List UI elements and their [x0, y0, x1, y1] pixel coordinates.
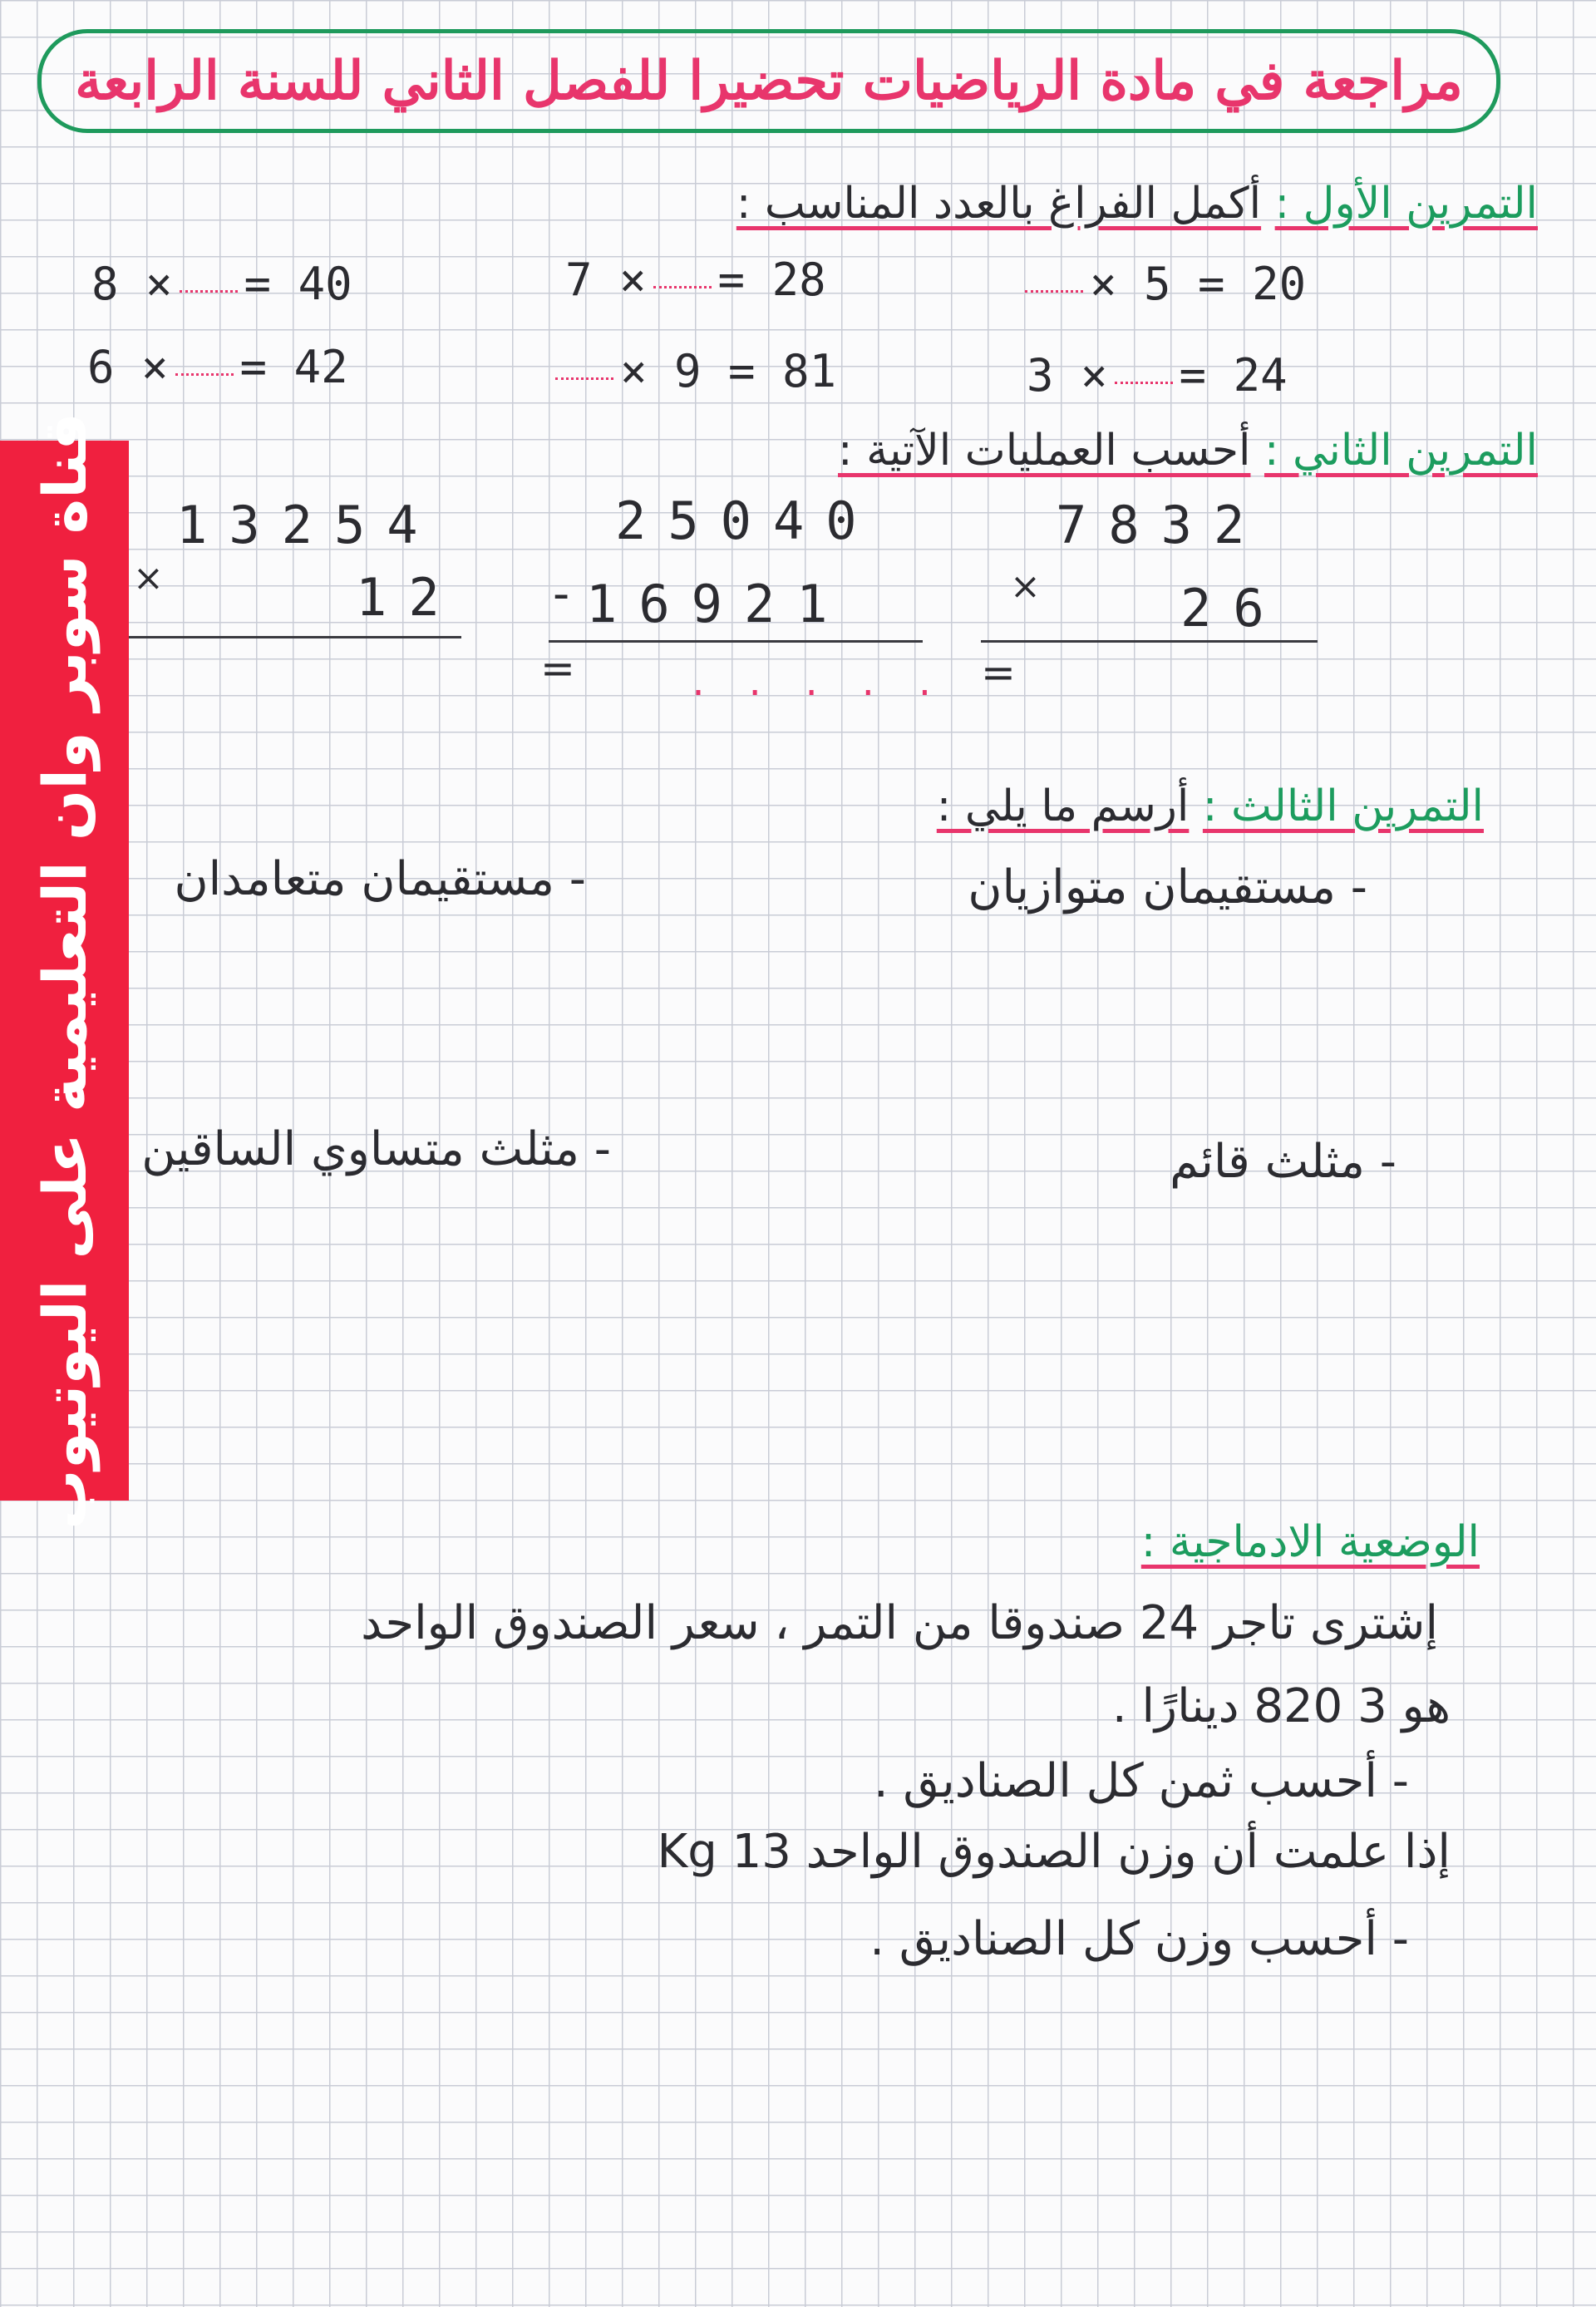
ex3-item-perpendicular-lines: - مستقيمان متعامدان	[174, 852, 586, 906]
ex1-row1-right: × 5 = 20	[1018, 258, 1306, 310]
op2-answer-dots: .....	[688, 665, 972, 703]
op3-bottom-number: 26	[1180, 578, 1286, 638]
op2-bottom-number: 16921	[586, 574, 850, 634]
op1-bottom-number: 12	[356, 567, 461, 628]
ex1-row2-right: 3 × = 24	[1027, 349, 1288, 402]
situation-label: الوضعية الادماجية :	[1140, 1517, 1480, 1567]
ex1-row2-left: 6 × = 42	[87, 341, 348, 393]
op3-top-number: 7832	[1056, 495, 1267, 555]
exercise3-instruction: أرسم ما يلي :	[936, 781, 1190, 831]
page-title: مراجعة في مادة الرياضيات تحضيرا للفصل الثاني للسنة الرابعة	[75, 50, 1463, 112]
ex3-item-right-triangle: - مثلث قائم	[1170, 1135, 1396, 1189]
blank	[555, 369, 613, 380]
situation-line-5: - أحسب وزن كل الصناديق .	[869, 1912, 1409, 1966]
exercise3-label: التمرين الثالث :	[1202, 781, 1484, 831]
situation-line-2: هو 3 820 دينارًا .	[1111, 1679, 1451, 1733]
channel-banner	[0, 412, 129, 1530]
ex1-row1-left: 8 × = 40	[91, 258, 352, 310]
exercise1-label: التمرين الأول :	[1274, 179, 1538, 229]
op1-top-number: 13254	[176, 495, 440, 555]
situation-line-3: - أحسب ثمن كل الصناديق .	[873, 1754, 1409, 1808]
ex1-row2-middle: × 9 = 81	[549, 345, 836, 397]
op3-equals: =	[981, 648, 1016, 697]
exercise2-header	[838, 426, 1538, 476]
op2-rule	[549, 640, 923, 643]
ex1-row1-middle: 7 × = 28	[565, 254, 826, 306]
op2-equals: =	[540, 644, 575, 693]
situation-header	[1141, 1517, 1480, 1567]
exercise2-label: التمرين الثاني :	[1264, 426, 1538, 476]
op2-operator: -	[553, 567, 570, 621]
blank	[1025, 282, 1083, 293]
channel-banner-text: قناة سوبر وان التعليمية على اليوتيوب	[29, 412, 100, 1530]
page-title-frame	[37, 29, 1500, 133]
blank	[1115, 373, 1173, 384]
blank	[180, 282, 238, 293]
op3-operator: ×	[1010, 565, 1041, 608]
op2-top-number: 25040	[615, 490, 879, 551]
op1-rule	[129, 636, 461, 638]
exercise3-header	[937, 781, 1484, 831]
exercise2-instruction: أحسب العمليات الآتية :	[838, 426, 1251, 476]
exercise1-header	[736, 179, 1538, 229]
ex3-item-parallel-lines: - مستقيمان متوازيان	[968, 860, 1367, 914]
ex3-item-isosceles-triangle: - مثلث متساوي الساقين	[141, 1122, 611, 1176]
situation-line-1: إشترى تاجر 24 صندوقا من التمر ، سعر الصندوق الواحد	[361, 1596, 1438, 1650]
situation-line-4: إذا علمت أن وزن الصندوق الواحد 13 Kg	[657, 1825, 1451, 1879]
op3-rule	[981, 640, 1318, 643]
blank	[653, 278, 712, 288]
exercise1-instruction: أكمل الفراغ بالعدد المناسب :	[736, 179, 1262, 229]
op1-operator: ×	[133, 557, 164, 599]
blank	[175, 365, 234, 376]
